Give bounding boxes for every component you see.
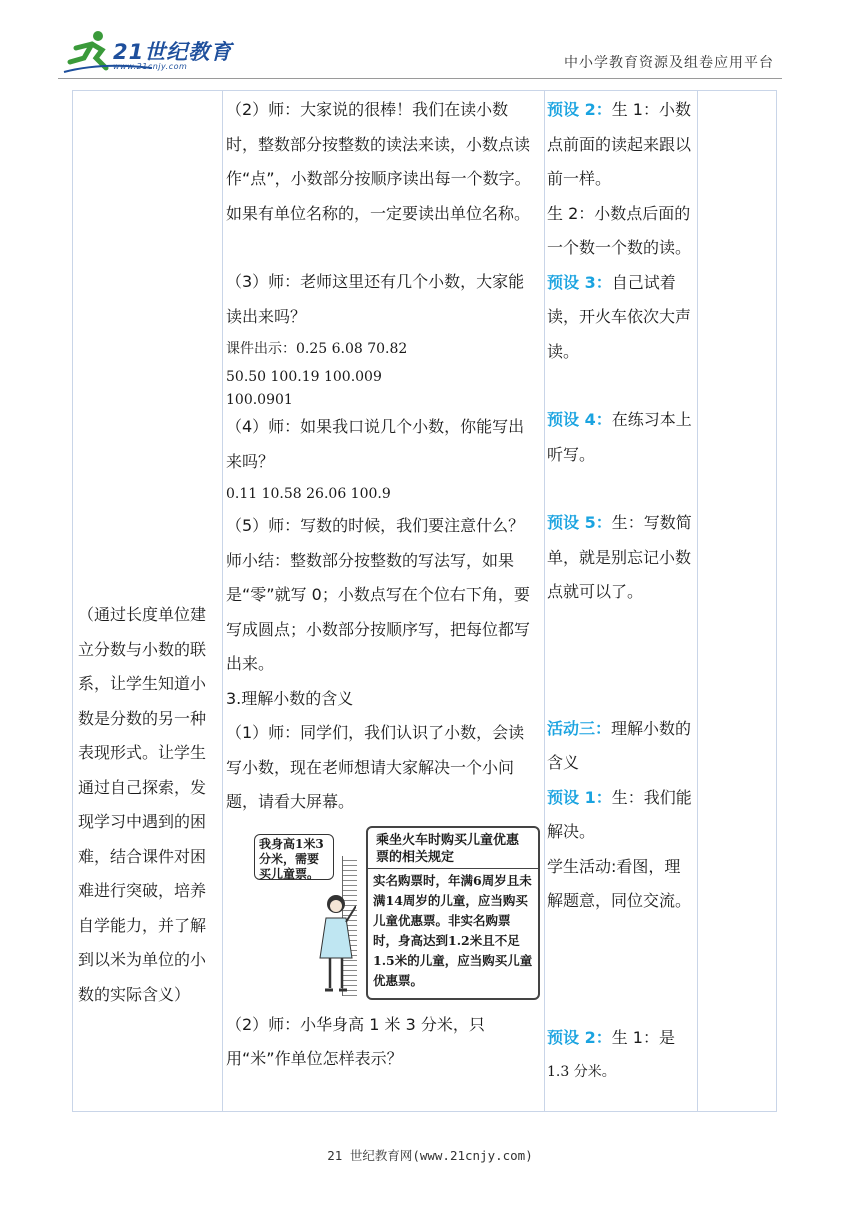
notice-body: 实名购票时，年满6周岁且未满14周岁的儿童，应当购买儿童优惠票。非实名购票时，身高达到1.2米且不足1.5米的儿童，应当购买儿童优惠票。 xyxy=(373,872,533,988)
teacher-step-4: （4）师：如果我口说几个小数，你能写出来吗？ xyxy=(226,417,525,471)
activity-3: 活动三：理解小数的含义 xyxy=(547,718,692,772)
spacer xyxy=(547,644,695,678)
teacher-activity-cell xyxy=(223,91,545,1112)
preset-5-write: 预设 5：生：写数简单，就是别忘记小数点就可以了。 xyxy=(547,513,692,601)
speech-bubble: 我身高1米3分米，需要买儿童票。 xyxy=(254,834,334,880)
girl-figure-icon xyxy=(316,892,356,996)
activity-tag: 活动三： xyxy=(547,718,612,738)
platform-name: 中小学教育资源及组卷应用平台 xyxy=(564,55,774,71)
preset-2-answer: 预设 2：生 1：是 xyxy=(547,1027,675,1047)
dictation-numbers: 0.11 10.58 26.06 100.9 xyxy=(226,486,391,502)
train-ticket-illustration xyxy=(252,826,542,1002)
understand-step-1: （1）师：同学们，我们认识了小数，会读写小数，现在老师想请大家解决一个小问题，请看大屏幕。 xyxy=(226,723,525,811)
preset-tag: 预设 5： xyxy=(547,513,612,532)
preset-1-solve: 预设 1：生：我们能解决。 xyxy=(547,787,692,841)
preset-tag: 预设 3： xyxy=(547,272,612,292)
design-purpose-cell xyxy=(73,91,223,1112)
section-title: 3.理解小数的含义 xyxy=(226,688,354,708)
logo-text: 21世纪教育 xyxy=(113,40,233,64)
notice-title: 乘坐火车时购买儿童优惠票的相关规定 xyxy=(368,828,538,869)
spacer xyxy=(547,953,695,987)
courseware-numbers-line2: 50.50 100.19 100.009 xyxy=(226,369,382,385)
design-purpose-text: （通过长度单位建立分数与小数的联系，让学生知道小数是分数的另一种表现形式。让学生通过自己探索，发现学习中遇到的困难，结合课件对困难进行突破，培养自学能力，并了解到以米为单位的小数的实际含义） xyxy=(78,605,207,1004)
spacer xyxy=(547,919,695,953)
lesson-plan-table xyxy=(72,90,777,1112)
student-activity-cell xyxy=(545,91,698,1112)
spacer xyxy=(547,610,695,644)
teacher-step-5: （5）师：写数的时候，我们要注意什么？ xyxy=(226,516,525,535)
empty-cell xyxy=(698,91,777,1112)
student-activity-note: 学生活动:看图，理解题意，同位交流。 xyxy=(547,856,692,910)
teacher-step-2: （2）师：大家说的很棒！我们在读小数时，整数部分按整数的读法来读，小数点读作“点”，小数部分按顺序读出每一个数字。如果有单位名称的，一定要读出单位名称。 xyxy=(226,100,531,223)
spacer xyxy=(547,678,695,712)
spacer xyxy=(547,987,695,1021)
page-footer: 21 世纪教育网(www.21cnjy.com) xyxy=(327,1148,533,1163)
spacer xyxy=(547,369,695,403)
preset-tag: 预设 4： xyxy=(547,410,612,429)
table-row xyxy=(73,91,777,1112)
understand-step-2: （2）师：小华身高 1 米 3 分米，只用“米”作单位怎样表示？ xyxy=(226,1014,485,1068)
preset-2-read: 预设 2：生 1：小数点前面的读起来跟以前一样。 xyxy=(547,100,692,188)
teacher-step-3: （3）师：老师这里还有几个小数，大家能读出来吗？ xyxy=(226,272,525,326)
teacher-summary: 师小结：整数部分按整数的写法写，如果是“零”就写 0；小数点写在个位右下角，要写成圆点；小数部分按顺序写，把每位都写出来。 xyxy=(226,550,531,673)
answer-value: 1.3 分米。 xyxy=(547,1064,616,1080)
preset-4-write: 预设 4：在练习本上听写。 xyxy=(547,410,692,464)
preset-tag: 预设 2： xyxy=(547,100,612,119)
courseware-numbers-line1: 课件出示：0.25 6.08 70.82 xyxy=(226,341,408,357)
page-header xyxy=(0,0,860,90)
student-2-answer: 生 2：小数点后面的一个数一个数的读。 xyxy=(547,203,692,257)
spacer xyxy=(547,472,695,506)
header-divider xyxy=(58,78,782,79)
preset-tag: 预设 2： xyxy=(547,1027,612,1047)
preset-3-read: 预设 3：自己试着读，开火车依次大声读。 xyxy=(547,272,692,361)
preset-tag: 预设 1： xyxy=(547,787,612,807)
courseware-numbers-line3: 100.0901 xyxy=(226,392,293,408)
logo-url: www.21cnjy.com xyxy=(113,62,188,71)
ticket-rule-notice xyxy=(366,826,540,1000)
spacer xyxy=(226,231,540,265)
